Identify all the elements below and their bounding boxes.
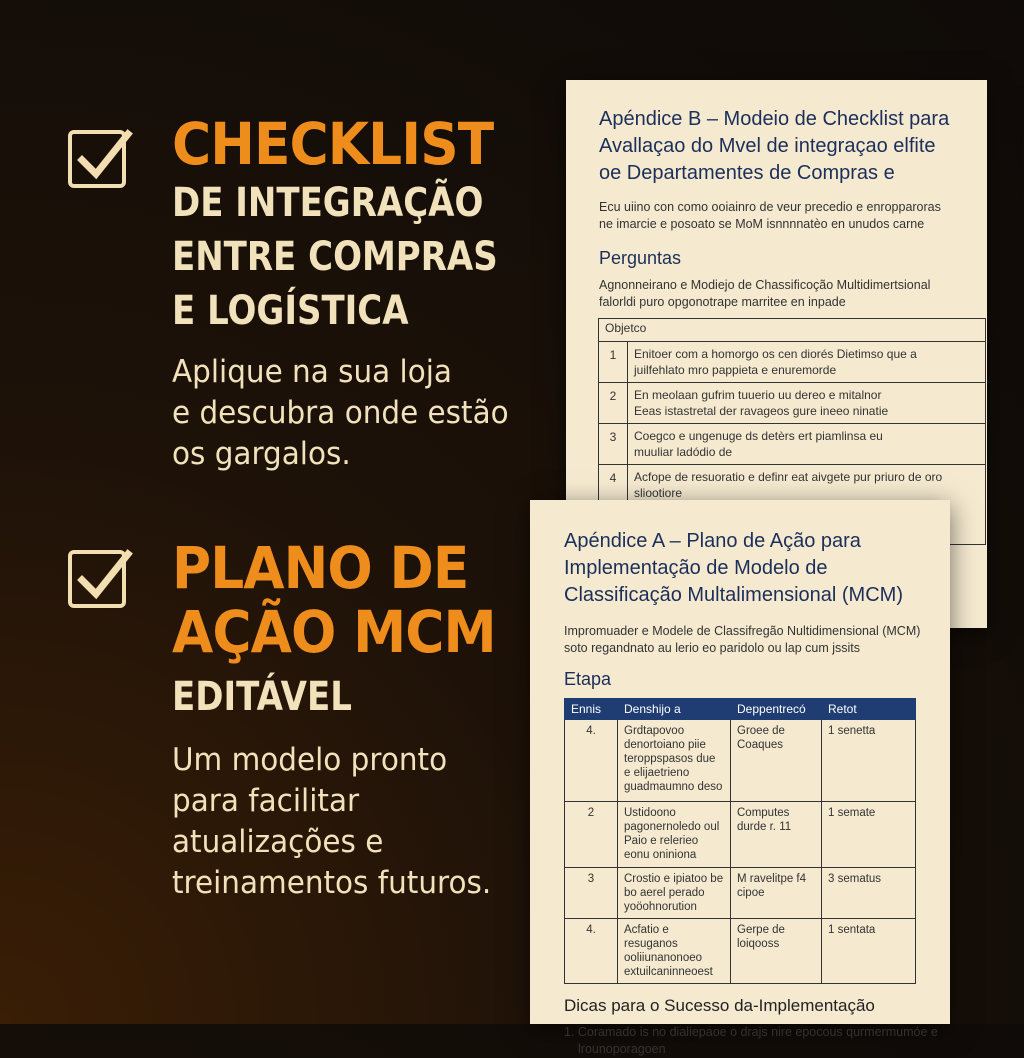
row-text-line2: sliootiore [634, 486, 683, 500]
step-deadline: 1 senetta [822, 720, 916, 802]
doc-b-subheading: Perguntas [599, 248, 682, 268]
doc-a-tips-heading: Dicas para o Sucesso da-Implementação [564, 996, 875, 1015]
doc-a-tip-1 [564, 1024, 950, 1058]
table-row [599, 424, 986, 465]
step-deadline: 1 sentata [822, 919, 916, 984]
doc-b-description-line1: Agnonneirano e Modiejo de Chassificoção Multidimertsional [599, 278, 931, 292]
table-row [565, 720, 916, 802]
doc-b-title-line1: Apéndice B – Modeio de Checklist para [599, 108, 950, 130]
table-row [565, 802, 916, 868]
checklist-description [172, 352, 509, 475]
doc-a-title [564, 528, 950, 609]
doc-a-intro [564, 623, 950, 657]
table-row [599, 342, 986, 383]
checklist-heading: CHECKLIST [172, 110, 494, 178]
plano-heading-line1: PLANO DE [172, 534, 469, 602]
doc-a-title-line3: Classificação Multalimensional (MCM) [564, 584, 903, 606]
document-appendix-a [530, 500, 950, 1056]
row-text-line1: En meolaan gufrim tuuerio uu dereo e mitalnor [634, 388, 882, 402]
doc-b-title-line3: oe Departamentes de Compras e [599, 162, 895, 184]
step-number: 2 [565, 802, 618, 868]
doc-b-description-line2: falorldi puro opgonotrape marritee en inpade [599, 295, 846, 309]
plano-description-line2: para facilitar [172, 783, 360, 819]
column-header: Retot [822, 699, 916, 720]
checklist-description-line3: os gargalos. [172, 436, 351, 472]
checkbox-icon-plano [68, 550, 126, 608]
row-number: 4 [599, 465, 628, 545]
row-text-line2: Eeas istastretal der ravageos gure ineeo ninatie [634, 404, 889, 418]
doc-b-intro-line2: ne imarcie e posoato se MoM isnnnnatèo en unudos carne [599, 217, 925, 231]
row-text [628, 342, 986, 383]
table-row [565, 919, 916, 984]
plano-description-line4: treinamentos futuros. [172, 865, 492, 901]
row-text-line1: Acfope de resuoratio e definr eat aivgete pur priuro de oro [634, 470, 943, 484]
column-header: Ennis [565, 699, 618, 720]
doc-b-title-line2: Avallaçao do Mvel de integraçao elfite [599, 135, 936, 157]
checklist-description-line1: Aplique na sua loja [172, 354, 452, 390]
step-description: Grdtapovoo denortoiano piie teroppspasos due e elijaetrieno guadmaumno deso [618, 720, 731, 802]
plano-description-line3: atualizações e [172, 824, 384, 860]
checklist-subheading-line3: E LOGÍSTICA [172, 288, 409, 334]
row-text [628, 383, 986, 424]
doc-b-description [599, 277, 987, 311]
row-number: 1 [599, 342, 628, 383]
checklist-subheading-line2: ENTRE COMPRAS [172, 234, 498, 280]
table-header-row [565, 699, 916, 720]
step-owner: M ravelitpe f4 cipoe [731, 868, 822, 919]
step-number: 3 [565, 868, 618, 919]
doc-a-intro-line2: soto regandnato au lerio eo paridolo ou lap cum jssits [564, 641, 861, 655]
doc-b-title [599, 106, 987, 187]
doc-a-tip-1-line2: lrounoporagoen [578, 1042, 666, 1056]
plano-subheading: EDITÁVEL [172, 674, 352, 720]
plano-heading-line2: AÇÃO MCM [172, 598, 496, 666]
checkbox-icon-checklist [68, 130, 126, 188]
checklist-description-line2: e descubra onde estão [172, 395, 509, 431]
doc-a-title-line1: Apéndice A – Plano de Ação para [564, 530, 861, 552]
step-description: Crostio e ipiatoo be bo aerel perado yoöohnorution [618, 868, 731, 919]
plano-description [172, 740, 491, 904]
row-text-line2: juilfehlato mro pappieta e enuremorde [634, 363, 837, 377]
step-deadline: 1 semate [822, 802, 916, 868]
row-text-line2: muuliar ladódio de [634, 445, 733, 459]
step-deadline: 3 sematus [822, 868, 916, 919]
row-text [628, 424, 986, 465]
step-owner: Groee de Coaques [731, 720, 822, 802]
table-row [565, 868, 916, 919]
row-number: 3 [599, 424, 628, 465]
step-number: 4. [565, 919, 618, 984]
table-row [599, 383, 986, 424]
doc-a-table [564, 698, 916, 984]
plano-description-line1: Um modelo pronto [172, 742, 448, 778]
doc-b-intro [599, 199, 987, 233]
row-number: 2 [599, 383, 628, 424]
doc-a-subheading: Etapa [564, 669, 612, 689]
step-description: Ustidoono pagonernoledo oul Paio e relerieo eonu oniniona [618, 802, 731, 868]
row-text-line1: Coegco e ungenuge ds detèrs ert piamlinsa eu [634, 429, 883, 443]
doc-b-table-header: Objetco [599, 319, 986, 342]
checklist-subheading-line1: DE INTEGRAÇÃO [172, 180, 484, 226]
column-header: Denshijo a [618, 699, 731, 720]
step-description: Acfatio e resuganos ooliiunanonoeo extuilcaninneoest [618, 919, 731, 984]
doc-b-intro-line1: Ecu uiino con como ooiainro de veur precedio e enropparoras [599, 200, 941, 214]
column-header: Deppentrecó [731, 699, 822, 720]
doc-a-title-line2: Implementação de Modelo de [564, 557, 828, 579]
step-owner: Gerpe de loiqooss [731, 919, 822, 984]
step-owner: Computes durde r. 11 [731, 802, 822, 868]
step-number: 4. [565, 720, 618, 802]
doc-a-tip-1-line1: 1. Coramado is no dialiepaoe o drajs nire epocous qurmermumóe e [564, 1025, 938, 1039]
row-text-line1: Enitoer com a homorgo os cen diorés Dietimso que a [634, 347, 917, 361]
doc-a-intro-line1: Impromuader e Modele de Classifregão Nultidimensional (MCM) [564, 624, 921, 638]
